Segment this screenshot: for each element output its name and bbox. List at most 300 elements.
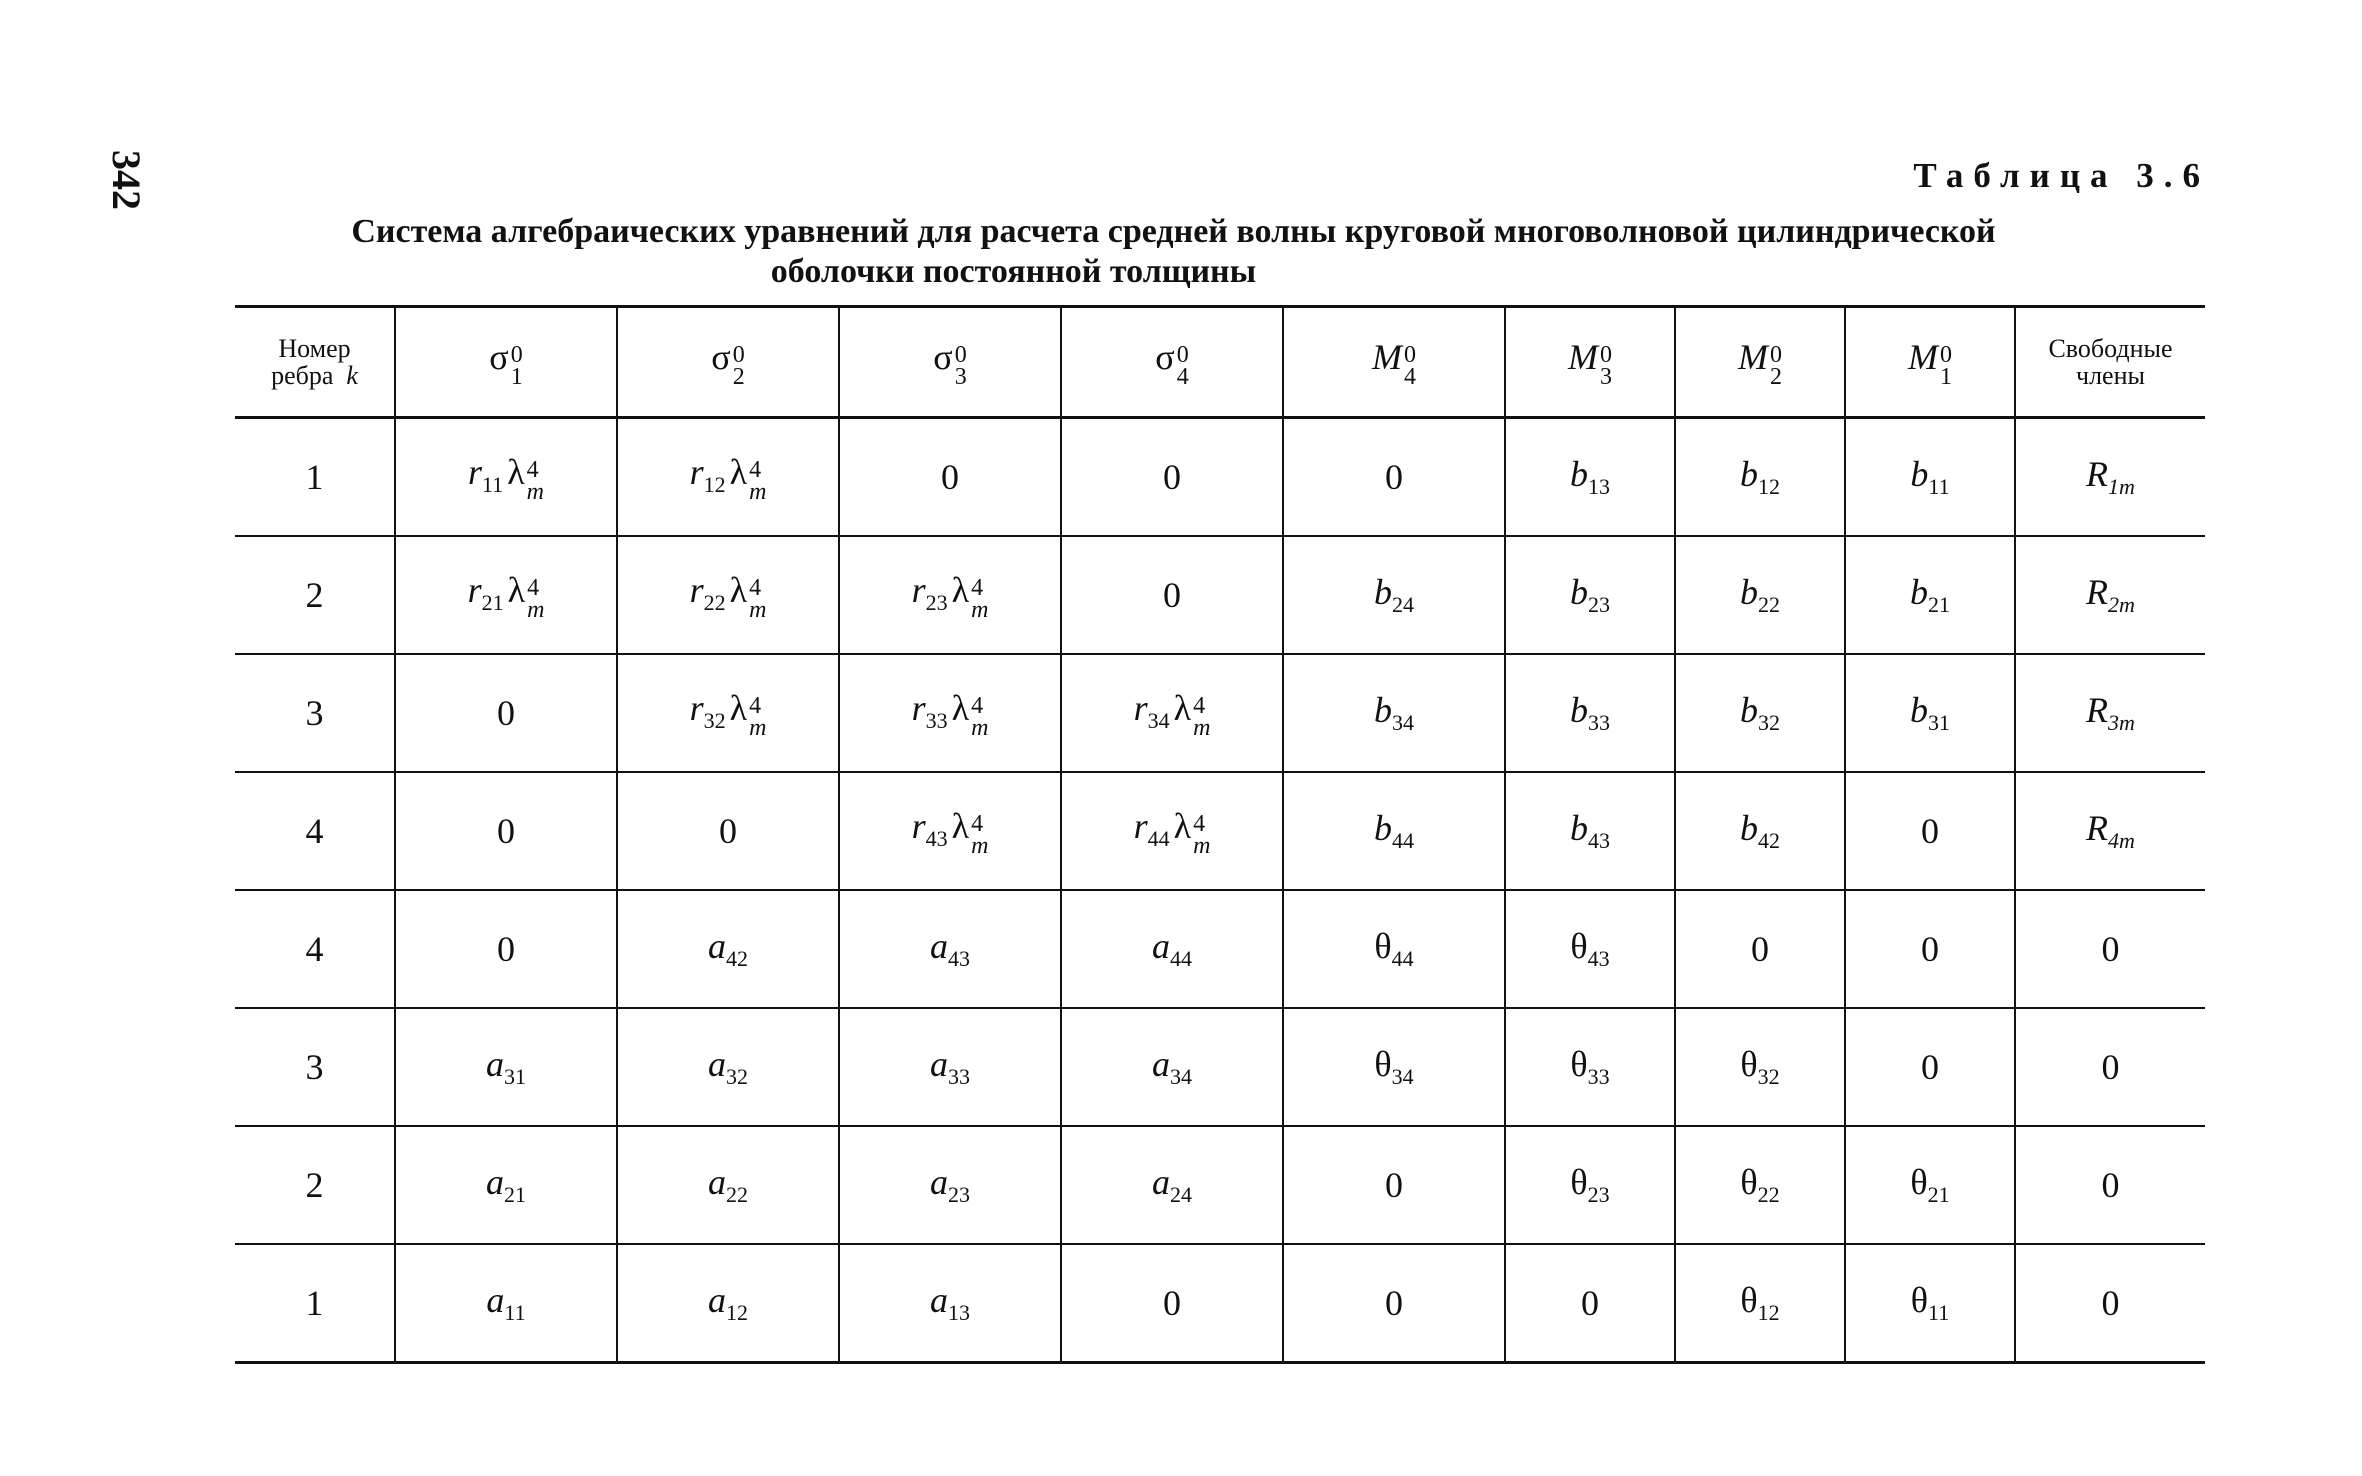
lambda-sub: m: [527, 596, 545, 623]
table-cell: [1061, 1008, 1283, 1126]
coef-index: 22: [726, 1182, 748, 1208]
coef-a: $a_{13}$: [930, 1280, 970, 1326]
table-cell: [1061, 1244, 1283, 1363]
zero-value: 0: [497, 929, 515, 969]
header-sup: 0: [954, 341, 967, 368]
coef-b: $b_{13}$: [1570, 454, 1610, 500]
page-number: 342: [104, 150, 149, 210]
coef-index: 44: [1147, 826, 1170, 852]
lambda-sup: 4: [526, 456, 539, 483]
coef-R: $R_{1m}$: [2086, 454, 2135, 500]
lambda-indices: [1193, 692, 1211, 741]
table-cell: [395, 418, 617, 537]
lambda-symbol: λ: [729, 570, 748, 611]
coef-a: $a_{31}$: [486, 1044, 526, 1090]
table-cell: [617, 654, 839, 772]
table-row: [235, 536, 2205, 654]
coef-index: 3m: [2108, 710, 2135, 736]
table-cell: [2015, 654, 2205, 772]
table-row: [235, 654, 2205, 772]
coef-index: 32: [1757, 1064, 1780, 1090]
lambda-indices: [1193, 810, 1211, 859]
table-cell: [617, 1126, 839, 1244]
table-cell: [395, 1126, 617, 1244]
table-caption: [235, 212, 2212, 292]
table-cell: [2015, 1244, 2205, 1363]
table-cell: [617, 1244, 839, 1363]
table-cell: [617, 890, 839, 1008]
table-cell: [1283, 1008, 1505, 1126]
header-symbol: σ: [711, 337, 731, 378]
coef-index: 33: [1587, 1064, 1610, 1090]
coef-index: 32: [703, 708, 726, 734]
coef-index: 24: [1392, 592, 1414, 618]
caption-line-1: Система алгебраических уравнений для расчета средней волны круговой многоволновой цилиндрической: [351, 213, 1996, 250]
table-row: [235, 1126, 2205, 1244]
lambda-indices: [971, 692, 989, 741]
coef-index: 23: [948, 1182, 970, 1208]
rib-number-cell: 4: [305, 929, 324, 969]
table-cell: [1845, 1126, 2015, 1244]
header-sub: 1: [1940, 363, 1952, 390]
lambda-sub: m: [971, 832, 989, 859]
coef-index: 13: [1588, 474, 1610, 500]
lambda-sup: 4: [749, 574, 762, 601]
lambda-symbol: λ: [729, 452, 748, 493]
lambda-symbol: λ: [951, 688, 970, 729]
lambda-sup: 4: [749, 456, 762, 483]
header-col-1: [395, 307, 617, 418]
coef-index: 33: [925, 708, 948, 734]
table-cell: [1283, 536, 1505, 654]
table-cell: [1675, 772, 1845, 890]
header-indices: [1600, 341, 1612, 390]
header-sub: 1: [510, 363, 523, 390]
table-cell: [839, 536, 1061, 654]
coef-b: $b_{42}$: [1740, 808, 1780, 854]
table-cell: [1845, 418, 2015, 537]
table-row: [235, 772, 2205, 890]
rib-number-cell: 1: [305, 1283, 324, 1323]
lambda-indices: [527, 574, 545, 623]
coef-theta: $\theta_{23}$: [1570, 1162, 1610, 1208]
table-cell: [839, 418, 1061, 537]
coef-b: $b_{32}$: [1740, 690, 1780, 736]
table-cell: [1845, 890, 2015, 1008]
table-cell: [395, 654, 617, 772]
table-cell: [617, 1008, 839, 1126]
coef-index: 13: [948, 1300, 970, 1326]
lambda-sup: 4: [971, 810, 984, 837]
coef-index: 12: [1758, 474, 1780, 500]
lambda-sup: 4: [971, 574, 984, 601]
coef-index: 44: [1392, 828, 1414, 854]
table-cell: [1061, 890, 1283, 1008]
header-sub: 3: [1600, 363, 1612, 390]
header-free-line2: члены: [2076, 361, 2145, 390]
table-cell: [395, 536, 617, 654]
table-cell: [1505, 772, 1675, 890]
lambda-indices: [749, 692, 767, 741]
zero-value: 0: [1921, 1047, 1939, 1087]
coef-b: $b_{31}$: [1910, 690, 1950, 736]
header-sup: 0: [1176, 341, 1189, 368]
coef-theta: $\theta_{21}$: [1910, 1162, 1950, 1208]
zero-value: 0: [1163, 1283, 1181, 1323]
table-cell: [1283, 890, 1505, 1008]
coef-index: 2m: [2108, 592, 2135, 618]
table-cell: [617, 536, 839, 654]
table-cell: [2015, 536, 2205, 654]
lambda-symbol: λ: [951, 570, 970, 611]
coef-a: $a_{11}$: [486, 1280, 526, 1326]
zero-value: 0: [1163, 457, 1181, 497]
coef-index: 22: [703, 590, 726, 616]
coef-b: $b_{24}$: [1374, 572, 1414, 618]
table-cell: [1675, 418, 1845, 537]
header-rib-k: k: [346, 361, 358, 390]
coef-index: 43: [948, 946, 970, 972]
coef-r: $r_{11}$: [467, 452, 504, 498]
coef-index: 31: [1928, 710, 1950, 736]
zero-value: 0: [1163, 575, 1181, 615]
coef-R: $R_{3m}$: [2086, 690, 2135, 736]
header-sub: 2: [1770, 363, 1782, 390]
coef-theta: $\theta_{22}$: [1740, 1162, 1780, 1208]
coef-theta: $\theta_{44}$: [1374, 926, 1414, 972]
coef-a: $a_{33}$: [930, 1044, 970, 1090]
lambda-sup: 4: [971, 692, 984, 719]
zero-value: 0: [719, 811, 737, 851]
header-sub: 3: [954, 363, 967, 390]
coef-b: $b_{23}$: [1570, 572, 1610, 618]
table-cell: [839, 890, 1061, 1008]
coef-b: $b_{21}$: [1910, 572, 1950, 618]
coef-a: $a_{34}$: [1152, 1044, 1192, 1090]
header-symbol: σ: [933, 337, 953, 378]
table-cell: [1505, 418, 1675, 537]
coef-b: $b_{34}$: [1374, 690, 1414, 736]
rib-number-cell: 1: [305, 457, 324, 497]
coef-index: 4m: [2108, 828, 2135, 854]
zero-value: 0: [1921, 929, 1939, 969]
coef-index: 22: [1758, 592, 1780, 618]
coef-index: 44: [1170, 946, 1192, 972]
table-cell: [1675, 1244, 1845, 1363]
zero-value: 0: [941, 457, 959, 497]
table-cell: [1283, 1126, 1505, 1244]
table-cell: [1675, 654, 1845, 772]
table-cell: [1283, 772, 1505, 890]
coef-index: 42: [1758, 828, 1780, 854]
table-cell: [1283, 654, 1505, 772]
coef-index: 33: [948, 1064, 970, 1090]
header-symbol: M: [1738, 337, 1768, 378]
coef-index: 12: [726, 1300, 748, 1326]
header-indices: [732, 341, 745, 390]
coef-r: $r_{12}$: [689, 452, 726, 498]
table-cell: [395, 1008, 617, 1126]
table-cell: [1845, 654, 2015, 772]
zero-value: 0: [1921, 811, 1939, 851]
coef-b: $b_{22}$: [1740, 572, 1780, 618]
lambda-sup: 4: [527, 574, 540, 601]
coef-r: $r_{21}$: [467, 570, 504, 616]
table-cell: [395, 1244, 617, 1363]
table-row: [235, 1244, 2205, 1363]
coef-index: 31: [504, 1064, 526, 1090]
coef-theta: $\theta_{32}$: [1740, 1044, 1780, 1090]
header-sub: 4: [1176, 363, 1189, 390]
coef-a: $a_{21}$: [486, 1162, 526, 1208]
zero-value: 0: [497, 811, 515, 851]
coef-r: $r_{43}$: [911, 806, 948, 852]
zero-value: 0: [1385, 1165, 1403, 1205]
coef-index: 34: [1170, 1064, 1192, 1090]
lambda-sup: 4: [1193, 692, 1206, 719]
coef-index: 21: [504, 1182, 526, 1208]
table-cell: [2015, 890, 2205, 1008]
zero-value: 0: [1581, 1283, 1599, 1323]
table-cell: [1675, 536, 1845, 654]
table-row: [235, 890, 2205, 1008]
table-cell: [1505, 536, 1675, 654]
header-sup: 0: [1940, 341, 1952, 368]
zero-value: 0: [497, 693, 515, 733]
coef-index: 23: [925, 590, 948, 616]
table-cell: [2015, 418, 2205, 537]
header-row: [235, 307, 2205, 418]
lambda-sub: m: [1193, 832, 1211, 859]
coef-r: $r_{22}$: [689, 570, 726, 616]
coef-b: $b_{33}$: [1570, 690, 1610, 736]
table-cell: [1505, 654, 1675, 772]
table-cell: [2015, 1126, 2205, 1244]
coef-a: $a_{42}$: [708, 926, 748, 972]
coef-index: 24: [1170, 1182, 1192, 1208]
lambda-symbol: λ: [951, 806, 970, 847]
header-indices: [510, 341, 523, 390]
coef-theta: $\theta_{34}$: [1374, 1044, 1414, 1090]
header-indices: [1404, 341, 1416, 390]
coef-index: 34: [1147, 708, 1170, 734]
lambda-indices: [971, 574, 989, 623]
table-cell: [1505, 1126, 1675, 1244]
lambda-symbol: λ: [507, 452, 525, 493]
lambda-sup: 4: [1193, 810, 1206, 837]
coef-index: 43: [925, 826, 948, 852]
zero-value: 0: [2101, 929, 2120, 969]
table-cell: [617, 418, 839, 537]
coef-b: $b_{43}$: [1570, 808, 1610, 854]
header-symbol: σ: [1155, 337, 1175, 378]
lambda-sub: m: [749, 478, 767, 505]
coef-a: $a_{22}$: [708, 1162, 748, 1208]
coef-r: $r_{32}$: [689, 688, 726, 734]
coef-b: $b_{12}$: [1740, 454, 1780, 500]
table-cell: [1845, 536, 2015, 654]
coef-a: $a_{44}$: [1152, 926, 1192, 972]
header-indices: [1940, 341, 1952, 390]
header-col-5: [1283, 307, 1505, 418]
header-symbol: σ: [489, 337, 509, 378]
zero-value: 0: [1385, 457, 1403, 497]
lambda-sub: m: [971, 596, 989, 623]
coef-index: 11: [1928, 1300, 1950, 1326]
coef-index: 21: [1928, 592, 1950, 618]
table-cell: [1845, 772, 2015, 890]
coef-r: $r_{23}$: [911, 570, 948, 616]
rib-number-cell: 2: [305, 575, 324, 615]
lambda-indices: [749, 574, 767, 623]
header-col-8: [1845, 307, 2015, 418]
header-symbol: M: [1372, 337, 1402, 378]
header-indices: [1176, 341, 1189, 390]
coef-a: $a_{43}$: [930, 926, 970, 972]
coef-b: $b_{44}$: [1374, 808, 1414, 854]
table-cell: [1061, 654, 1283, 772]
header-col-4: [1061, 307, 1283, 418]
header-col-2: [617, 307, 839, 418]
table-cell: [1845, 1244, 2015, 1363]
zero-value: 0: [1751, 929, 1769, 969]
coef-a: $a_{32}$: [708, 1044, 748, 1090]
coef-theta: $\theta_{11}$: [1910, 1280, 1950, 1326]
lambda-symbol: λ: [1173, 806, 1192, 847]
coef-index: 34: [1392, 710, 1414, 736]
coef-index: 22: [1757, 1182, 1780, 1208]
coef-a: $a_{12}$: [708, 1280, 748, 1326]
coef-index: 11: [1928, 474, 1950, 500]
coef-index: 12: [1757, 1300, 1780, 1326]
table-cell: [1061, 536, 1283, 654]
lambda-symbol: λ: [729, 688, 748, 729]
table-cell: [1505, 890, 1675, 1008]
table-cell: [1061, 772, 1283, 890]
header-rib-number: [235, 307, 395, 418]
coef-index: 44: [1391, 946, 1414, 972]
header-indices: [1770, 341, 1782, 390]
table-label: Таблица 3.6: [1913, 156, 2210, 195]
coef-r: $r_{34}$: [1133, 688, 1170, 734]
table-cell: [839, 654, 1061, 772]
header-free-line1: Свободные: [2048, 334, 2173, 363]
rib-number-cell: 4: [305, 811, 324, 851]
table-row: [235, 418, 2205, 537]
caption-line-2: оболочки постоянной толщины: [770, 253, 1257, 290]
rib-number-cell: 3: [305, 1047, 324, 1087]
table-cell: [617, 772, 839, 890]
coef-index: 34: [1391, 1064, 1414, 1090]
coef-a: $a_{24}$: [1152, 1162, 1192, 1208]
rib-number-cell: 2: [305, 1165, 324, 1205]
header-symbol: M: [1568, 337, 1598, 378]
coef-index: 11: [504, 1300, 526, 1326]
table-cell: [395, 890, 617, 1008]
coef-index: 23: [1587, 1182, 1610, 1208]
header-rib-line1: Номер: [278, 334, 351, 363]
lambda-indices: [971, 810, 989, 859]
lambda-sub: m: [526, 478, 544, 505]
lambda-symbol: λ: [507, 570, 526, 611]
table-cell: [1061, 1126, 1283, 1244]
header-col-7: [1675, 307, 1845, 418]
header-sub: 2: [732, 363, 745, 390]
coef-index: 23: [1588, 592, 1610, 618]
table-cell: [1675, 1008, 1845, 1126]
table-cell: [395, 772, 617, 890]
header-col-6: [1505, 307, 1675, 418]
coef-index: 42: [726, 946, 748, 972]
coef-r: $r_{44}$: [1133, 806, 1170, 852]
lambda-indices: [526, 456, 544, 505]
lambda-sup: 4: [749, 692, 762, 719]
coef-theta: $\theta_{43}$: [1570, 926, 1610, 972]
header-sup: 0: [1770, 341, 1782, 368]
zero-value: 0: [2101, 1165, 2120, 1205]
header-sup: 0: [732, 341, 745, 368]
table-cell: [1675, 890, 1845, 1008]
coef-theta: $\theta_{12}$: [1740, 1280, 1780, 1326]
coef-R: $R_{4m}$: [2086, 808, 2135, 854]
coef-r: $r_{33}$: [911, 688, 948, 734]
lambda-sub: m: [1193, 714, 1211, 741]
lambda-sub: m: [971, 714, 989, 741]
coef-a: $a_{23}$: [930, 1162, 970, 1208]
lambda-symbol: λ: [1173, 688, 1192, 729]
coef-index: 11: [482, 472, 504, 498]
coef-index: 43: [1587, 946, 1610, 972]
table-cell: [2015, 1008, 2205, 1126]
header-sup: 0: [510, 341, 523, 368]
table-cell: [1283, 1244, 1505, 1363]
lambda-indices: [749, 456, 767, 505]
coef-index: 12: [703, 472, 726, 498]
coef-index: 43: [1588, 828, 1610, 854]
zero-value: 0: [1385, 1283, 1403, 1323]
zero-value: 0: [2101, 1283, 2120, 1323]
table-cell: [1845, 1008, 2015, 1126]
table-cell: [1505, 1008, 1675, 1126]
coef-index: 33: [1588, 710, 1610, 736]
table-cell: [839, 772, 1061, 890]
header-symbol: M: [1908, 337, 1938, 378]
coef-theta: $\theta_{33}$: [1570, 1044, 1610, 1090]
rib-number-cell: 3: [305, 693, 324, 733]
coef-R: $R_{2m}$: [2086, 572, 2135, 618]
table-row: [235, 1008, 2205, 1126]
header-indices: [954, 341, 967, 390]
table-cell: [839, 1126, 1061, 1244]
coef-index: 32: [1758, 710, 1780, 736]
table-cell: [839, 1008, 1061, 1126]
table-cell: [2015, 772, 2205, 890]
coef-index: 21: [481, 590, 504, 616]
header-sup: 0: [1600, 341, 1612, 368]
table-cell: [1283, 418, 1505, 537]
lambda-sub: m: [749, 714, 767, 741]
zero-value: 0: [2101, 1047, 2120, 1087]
header-sup: 0: [1404, 341, 1416, 368]
coef-b: $b_{11}$: [1910, 454, 1950, 500]
header-col-3: [839, 307, 1061, 418]
coef-index: 1m: [2108, 474, 2135, 500]
equation-table: [235, 305, 2205, 1364]
coef-index: 32: [726, 1064, 748, 1090]
table-cell: [1505, 1244, 1675, 1363]
header-rib-line2: ребра: [271, 361, 334, 390]
coef-index: 21: [1927, 1182, 1950, 1208]
